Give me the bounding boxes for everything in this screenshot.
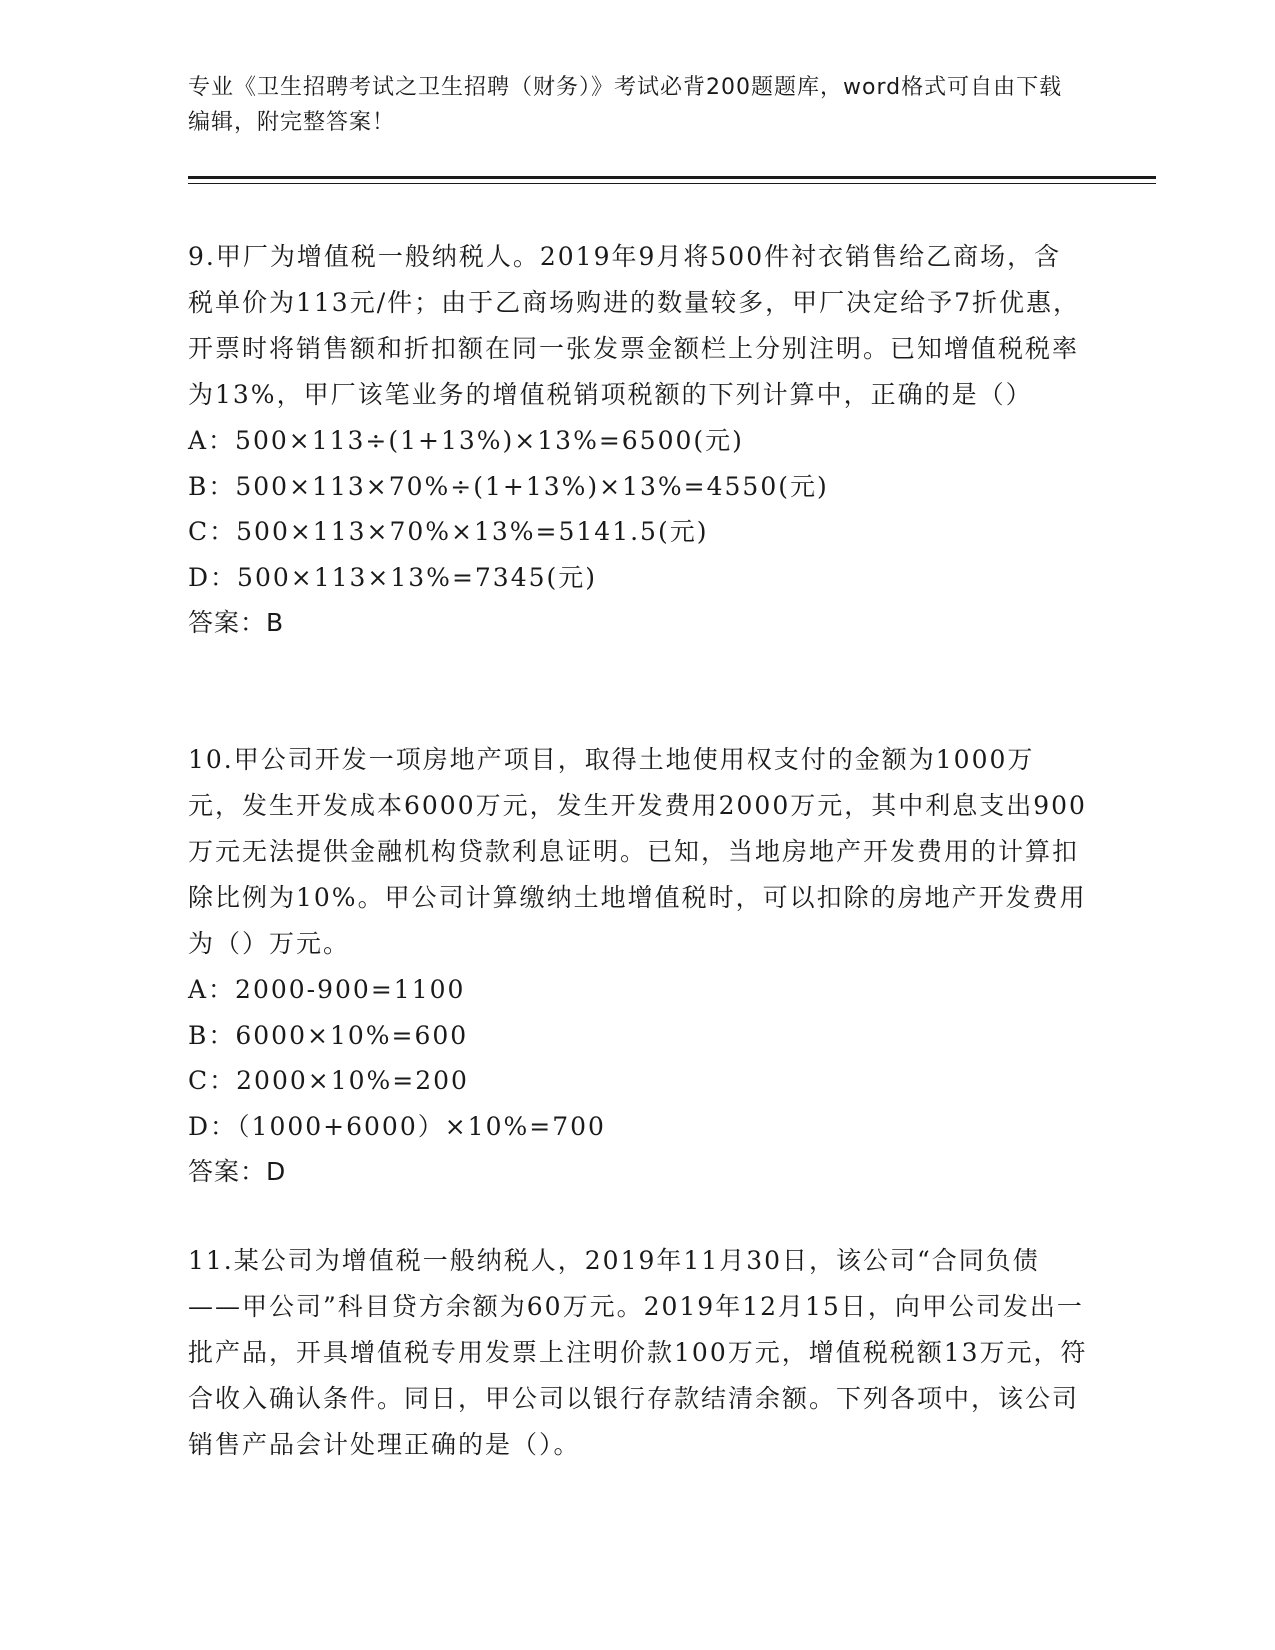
option-c: C：2000×10%=200	[188, 1066, 469, 1095]
option-d: D：（1000+6000）×10%=700	[188, 1111, 606, 1141]
header-text: 专业《卫生招聘考试之卫生招聘（财务）》考试必背200题题库，word格式可自由下载编辑，附完整答案！	[188, 75, 1063, 135]
document-header	[188, 70, 1068, 140]
header-divider-thin	[188, 183, 1156, 184]
option-b: B：500×113×70%÷(1+13%)×13%=4550(元)	[188, 471, 829, 501]
answer: 答案：B	[188, 608, 285, 637]
question-9	[188, 234, 1088, 646]
answer: 答案：D	[188, 1157, 287, 1186]
option-d: D：500×113×13%=7345(元)	[188, 562, 598, 592]
question-text: 10.甲公司开发一项房地产项目，取得土地使用权支付的金额为1000万元，发生开发成本6000万元，发生开发费用2000万元，其中利息支出900万元无法提供金融机构贷款利息证明。已知，当地房地产开发费用的计算扣除比例为10%。甲公司计算缴纳土地增值税时，可以扣除的房地产开发费用为（）万元。	[188, 745, 1087, 958]
question-text: 9.甲厂为增值税一般纳税人。2019年9月将500件衬衣销售给乙商场，含税单价为113元/件；由于乙商场购进的数量较多，甲厂决定给予7折优惠，开票时将销售额和折扣额在同一张发票金额栏上分别注明。已知增值税税率为13%，甲厂该笔业务的增值税销项税额的下列计算中，正确的是（）	[188, 242, 1081, 409]
header-divider-thick	[188, 176, 1156, 179]
question-10	[188, 737, 1088, 1195]
question-11	[188, 1238, 1088, 1468]
question-text: 11.某公司为增值税一般纳税人，2019年11月30日，该公司“合同负债——甲公司”科目贷方余额为60万元。2019年12月15日，向甲公司发出一批产品，开具增值税专用发票上注明价款100万元，增值税税额13万元，符合收入确认条件。同日，甲公司以银行存款结清余额。下列各项中，该公司销售产品会计处理正确的是（）。	[188, 1246, 1088, 1459]
option-a: A：500×113÷(1+13%)×13%=6500(元)	[188, 426, 744, 455]
option-b: B：6000×10%=600	[188, 1020, 469, 1050]
option-c: C：500×113×70%×13%=5141.5(元)	[188, 517, 709, 546]
option-a: A：2000-900=1100	[188, 975, 466, 1004]
